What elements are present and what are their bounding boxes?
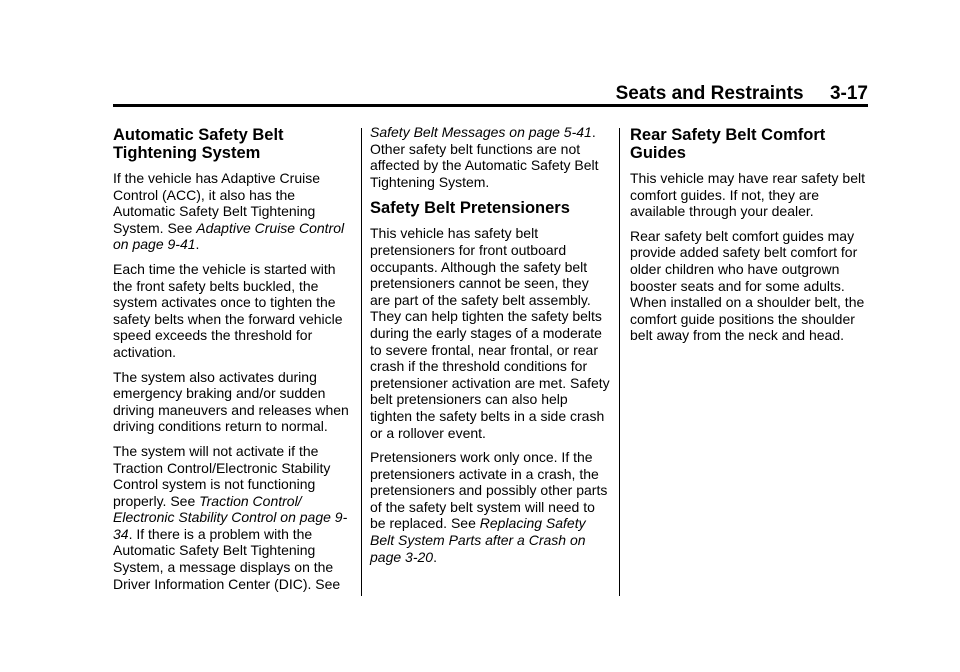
paragraph — [113, 443, 353, 592]
section-heading: Automatic Safety Belt Tightening System — [113, 126, 284, 162]
paragraph: The system also activates during emergency braking and/or sudden driving maneuvers and releases when driving conditions return to normal. — [113, 368, 349, 435]
paragraph: Rear safety belt comfort guides may provide added safety belt comfort for older children who have outgrown booster seats and for some adults. When installed on a shoulder belt, the comfort guide positions the shoulder belt away from the neck and head. — [630, 227, 865, 344]
section-heading: Safety Belt Pretensioners — [370, 199, 570, 218]
column-3 — [630, 126, 870, 352]
paragraph-text: The system will not activate if the Traction Control/Electronic Stability Control system is not functioning properly. See — [113, 442, 331, 509]
cross-reference: Replacing Safety Belt System Parts after a Crash on page 3-20 — [370, 515, 586, 565]
page-header — [616, 83, 868, 105]
paragraph — [113, 170, 353, 253]
column-1 — [113, 126, 353, 600]
page-number: 3-17 — [829, 83, 868, 104]
header-rule — [113, 104, 868, 107]
cross-reference: Traction Control/ Electronic Stability Control on page 9-34 — [113, 492, 348, 542]
paragraph-text: Pretensioners work only once. If the pretensioners activate in a crash, the pretensioners and possibly other parts of the safety belt system will need to be replaced. See — [370, 449, 608, 532]
paragraph-text: . If there is a problem with the Automatic Safety Belt Tightening System, a message displays on the Driver Information Center (DIC). See — [113, 525, 341, 592]
column-divider — [361, 128, 362, 596]
cross-reference: Safety Belt Messages on page 5-41 — [370, 124, 592, 140]
paragraph-text: . Other safety belt functions are not affected by the Automatic Safety Belt Tightening System. — [370, 124, 599, 190]
paragraph — [370, 124, 610, 190]
column-divider — [619, 128, 620, 596]
paragraph: This vehicle may have rear safety belt comfort guides. If not, they are available through your dealer. — [630, 170, 865, 220]
section-title: Seats and Restraints — [615, 83, 804, 104]
paragraph-text: If the vehicle has Adaptive Cruise Control (ACC), it also has the Automatic Safety Belt Tightening System. See — [113, 170, 321, 236]
cross-reference: Adaptive Cruise Control on page 9-41 — [113, 219, 345, 253]
paragraph-text: . — [433, 548, 437, 565]
column-2 — [370, 124, 610, 573]
paragraph: Each time the vehicle is started with the front safety belts buckled, the system activates once to tighten the safety belts when the forward vehicle speed exceeds the threshold for activation. — [113, 260, 343, 360]
section-heading: Rear Safety Belt Comfort Guides — [630, 126, 826, 162]
paragraph-text: . — [195, 236, 200, 253]
paragraph — [370, 449, 610, 565]
paragraph: This vehicle has safety belt pretensioners for front outboard occupants. Although the safety belt pretensioners cannot be seen, they are part of the safety belt assembly. They can help tighten the safety belts during the early stages of a moderate to severe frontal, near frontal, or rear crash if the threshold conditions for pretensioner activation are met. Safety belt pretensioners can also help tighten the safety belts in a side crash or a rollover event. — [370, 225, 610, 441]
